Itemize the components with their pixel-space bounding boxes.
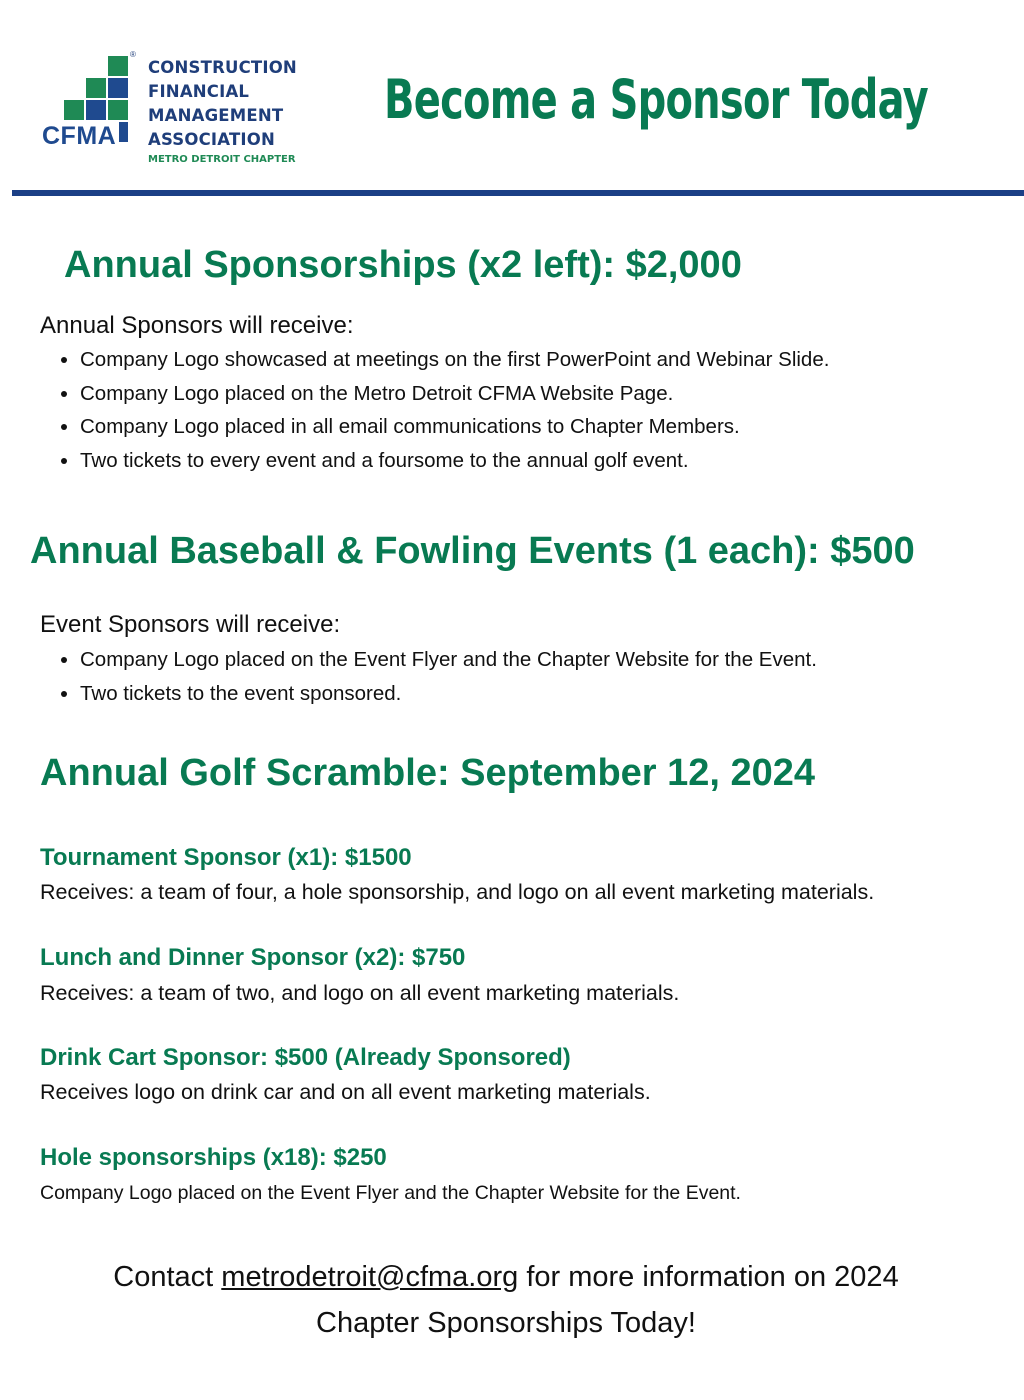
golf-tier-name: Hole sponsorships (x18): $250	[40, 1144, 387, 1171]
logo-name-line: ASSOCIATION	[148, 130, 275, 149]
cfma-logo	[42, 50, 332, 174]
contact-line-2: Chapter Sponsorships Today!	[316, 1307, 696, 1339]
contact-line-1	[0, 1254, 1012, 1300]
golf-tier-desc: Receives logo on drink car and on all event marketing materials.	[40, 1080, 651, 1104]
list-item: • Company Logo placed in all email communications to Chapter Members.	[80, 410, 829, 444]
list-item: • Two tickets to every event and a foursome to the annual golf event.	[80, 444, 829, 478]
golf-tier-desc: Company Logo placed on the Event Flyer and the Chapter Website for the Event.	[40, 1182, 741, 1204]
annual-benefits-list	[40, 343, 829, 477]
header-divider	[12, 190, 1024, 196]
logo-chapter: METRO DETROIT CHAPTER	[148, 154, 296, 165]
list-item: • Two tickets to the event sponsored.	[80, 677, 817, 711]
registered-mark: ®	[130, 50, 136, 59]
golf-tier-name: Tournament Sponsor (x1): $1500	[40, 844, 412, 871]
logo-abbreviation: CFMA	[42, 122, 119, 151]
page-headline: Become a Sponsor Today	[384, 68, 928, 131]
list-item: • Company Logo showcased at meetings on the first PowerPoint and Webinar Slide.	[80, 343, 829, 377]
golf-tier-name: Lunch and Dinner Sponsor (x2): $750	[40, 944, 466, 971]
events-title: Annual Baseball & Fowling Events (1 each): $500	[30, 530, 915, 572]
annual-sponsorships-title: Annual Sponsorships (x2 left): $2,000	[64, 244, 742, 286]
events-benefits-list	[40, 643, 817, 710]
logo-org-name	[148, 56, 297, 152]
contact-prefix: Contact	[113, 1261, 222, 1293]
list-item: • Company Logo placed on the Metro Detroit CFMA Website Page.	[80, 377, 829, 411]
annual-intro: Annual Sponsors will receive:	[40, 312, 354, 339]
contact-suffix: for more information on 2024	[518, 1261, 899, 1293]
contact-email-link[interactable]: metrodetroit@cfma.org	[221, 1261, 519, 1293]
logo-name-line: MANAGEMENT	[148, 106, 284, 125]
events-intro: Event Sponsors will receive:	[40, 611, 341, 638]
logo-name-line: FINANCIAL	[148, 82, 250, 101]
golf-tier-desc: Receives: a team of four, a hole sponsorship, and logo on all event marketing materials.	[40, 880, 875, 904]
golf-tier-desc: Receives: a team of two, and logo on all event marketing materials.	[40, 981, 680, 1005]
golf-title: Annual Golf Scramble: September 12, 2024	[40, 752, 816, 794]
list-item: • Company Logo placed on the Event Flyer and the Chapter Website for the Event.	[80, 643, 817, 677]
golf-tier-name: Drink Cart Sponsor: $500 (Already Sponsored)	[40, 1044, 571, 1071]
contact-block	[0, 1254, 1012, 1346]
logo-name-line: CONSTRUCTION	[148, 58, 297, 77]
